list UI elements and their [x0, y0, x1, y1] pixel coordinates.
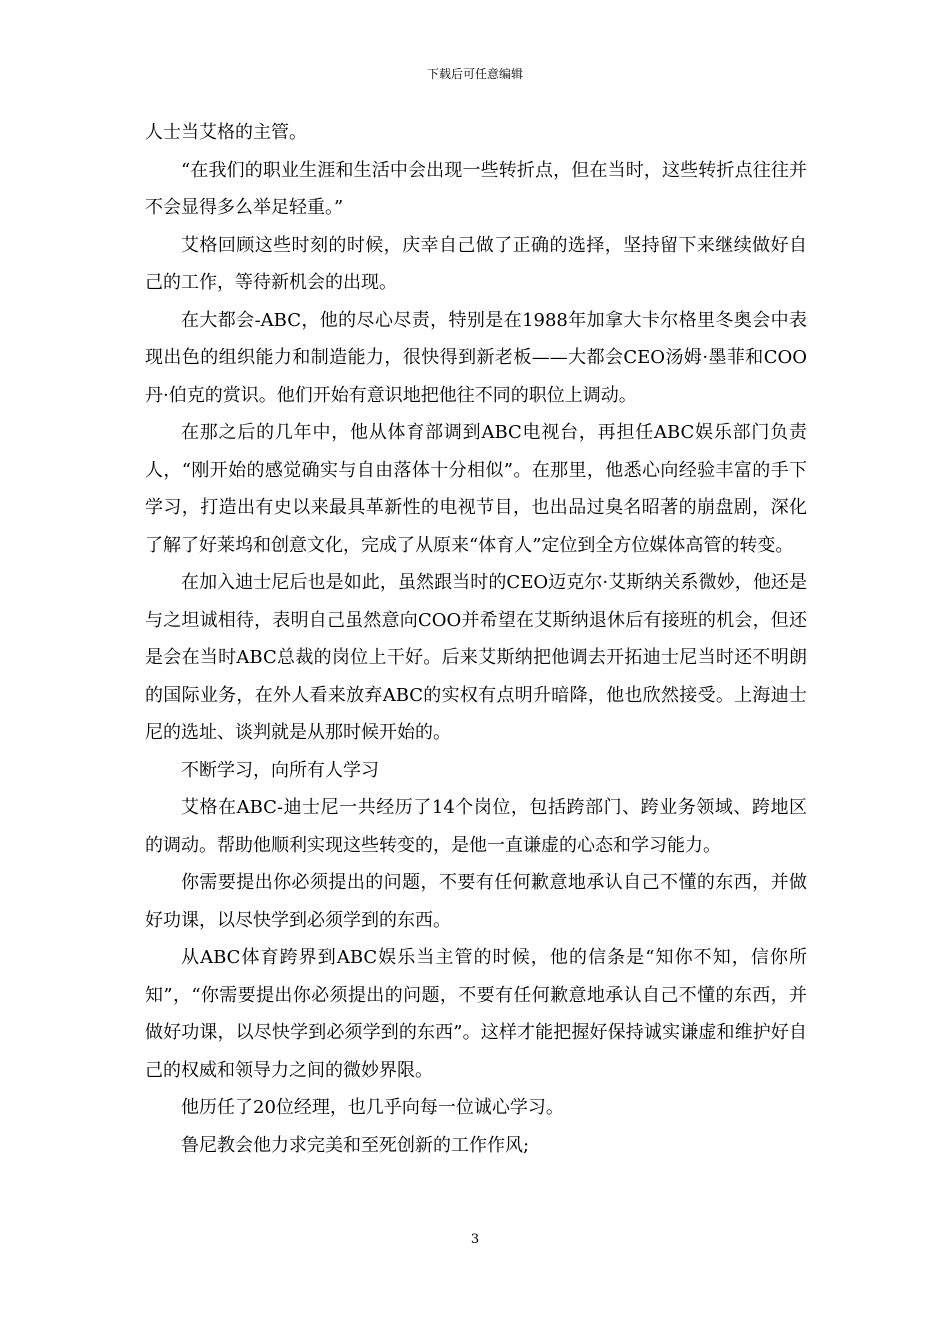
paragraph: 艾格在ABC-迪士尼一共经历了14个岗位，包括跨部门、跨业务领域、跨地区的调动。帮助他顺利实现这些转变的，是他一直谦虚的心态和学习能力。 [145, 797, 807, 856]
paragraph: 在那之后的几年中，他从体育部调到ABC电视台，再担任ABC娱乐部门负责人，“刚开始的感觉确实与自由落体十分相似”。在那里，他悉心向经验丰富的手下学习，打造出有史以来最具革新性的电视节目，也出品过臭名昭著的崩盘剧，深化了解了好莱坞和创意文化，完成了从原来“体育人”定位到全方位媒体高管的转变。 [145, 422, 807, 556]
paragraph: 在大都会-ABC，他的尽心尽责，特别是在1988年加拿大卡尔格里冬奥会中表现出色的组织能力和制造能力，很快得到新老板——大都会CEO汤姆·墨菲和COO丹·伯克的赏识。他们开始有意识地把他往不同的职位上调动。 [145, 309, 807, 406]
section-heading: 不断学习，向所有人学习 [181, 759, 379, 781]
page-number: 3 [470, 1232, 480, 1247]
paragraph: 他历任了20位经理，也几乎向每一位诚心学习。 [181, 1097, 564, 1118]
paragraph: 在加入迪士尼后也是如此，虽然跟当时的CEO迈克尔·艾斯纳关系微妙，他还是与之坦诚相待，表明自己虽然意向COO并希望在艾斯纳退休后有接班的机会，但还是会在当时ABC总裁的岗位上干好。后来艾斯纳把他调去开拓迪士尼当时还不明朗的国际业务，在外人看来放弃ABC的实权有点明升暗降，他也欣然接受。上海迪士尼的选址、谈判就是从那时候开始的。 [145, 572, 807, 743]
paragraph: 你需要提出你必须提出的问题，不要有任何歉意地承认自己不懂的东西，并做好功课，以尽快学到必须学到的东西。 [145, 872, 807, 931]
paragraph: 鲁尼教会他力求完美和至死创新的工作作风; [181, 1134, 530, 1156]
document-body [145, 114, 807, 1164]
paragraph-quote: “在我们的职业生涯和生活中会出现一些转折点，但在当时，这些转折点往往并不会显得多么举足轻重。” [145, 159, 807, 218]
paragraph: 从ABC体育跨界到ABC娱乐当主管的时候，他的信条是“知你不知，信你所知”，“你需要提出你必须提出的问题，不要有任何歉意地承认自己不懂的东西，并做好功课，以尽快学到必须学到的东西”。这样才能把握好保持诚实谦虚和维护好自己的权威和领导力之间的微妙界限。 [145, 947, 807, 1081]
page-header: 下载后可任意编辑 [426, 67, 523, 81]
paragraph: 艾格回顾这些时刻的时候，庆幸自己做了正确的选择，坚持留下来继续做好自己的工作，等待新机会的出现。 [145, 234, 807, 293]
paragraph-continuation: 人士当艾格的主管。 [145, 122, 307, 143]
